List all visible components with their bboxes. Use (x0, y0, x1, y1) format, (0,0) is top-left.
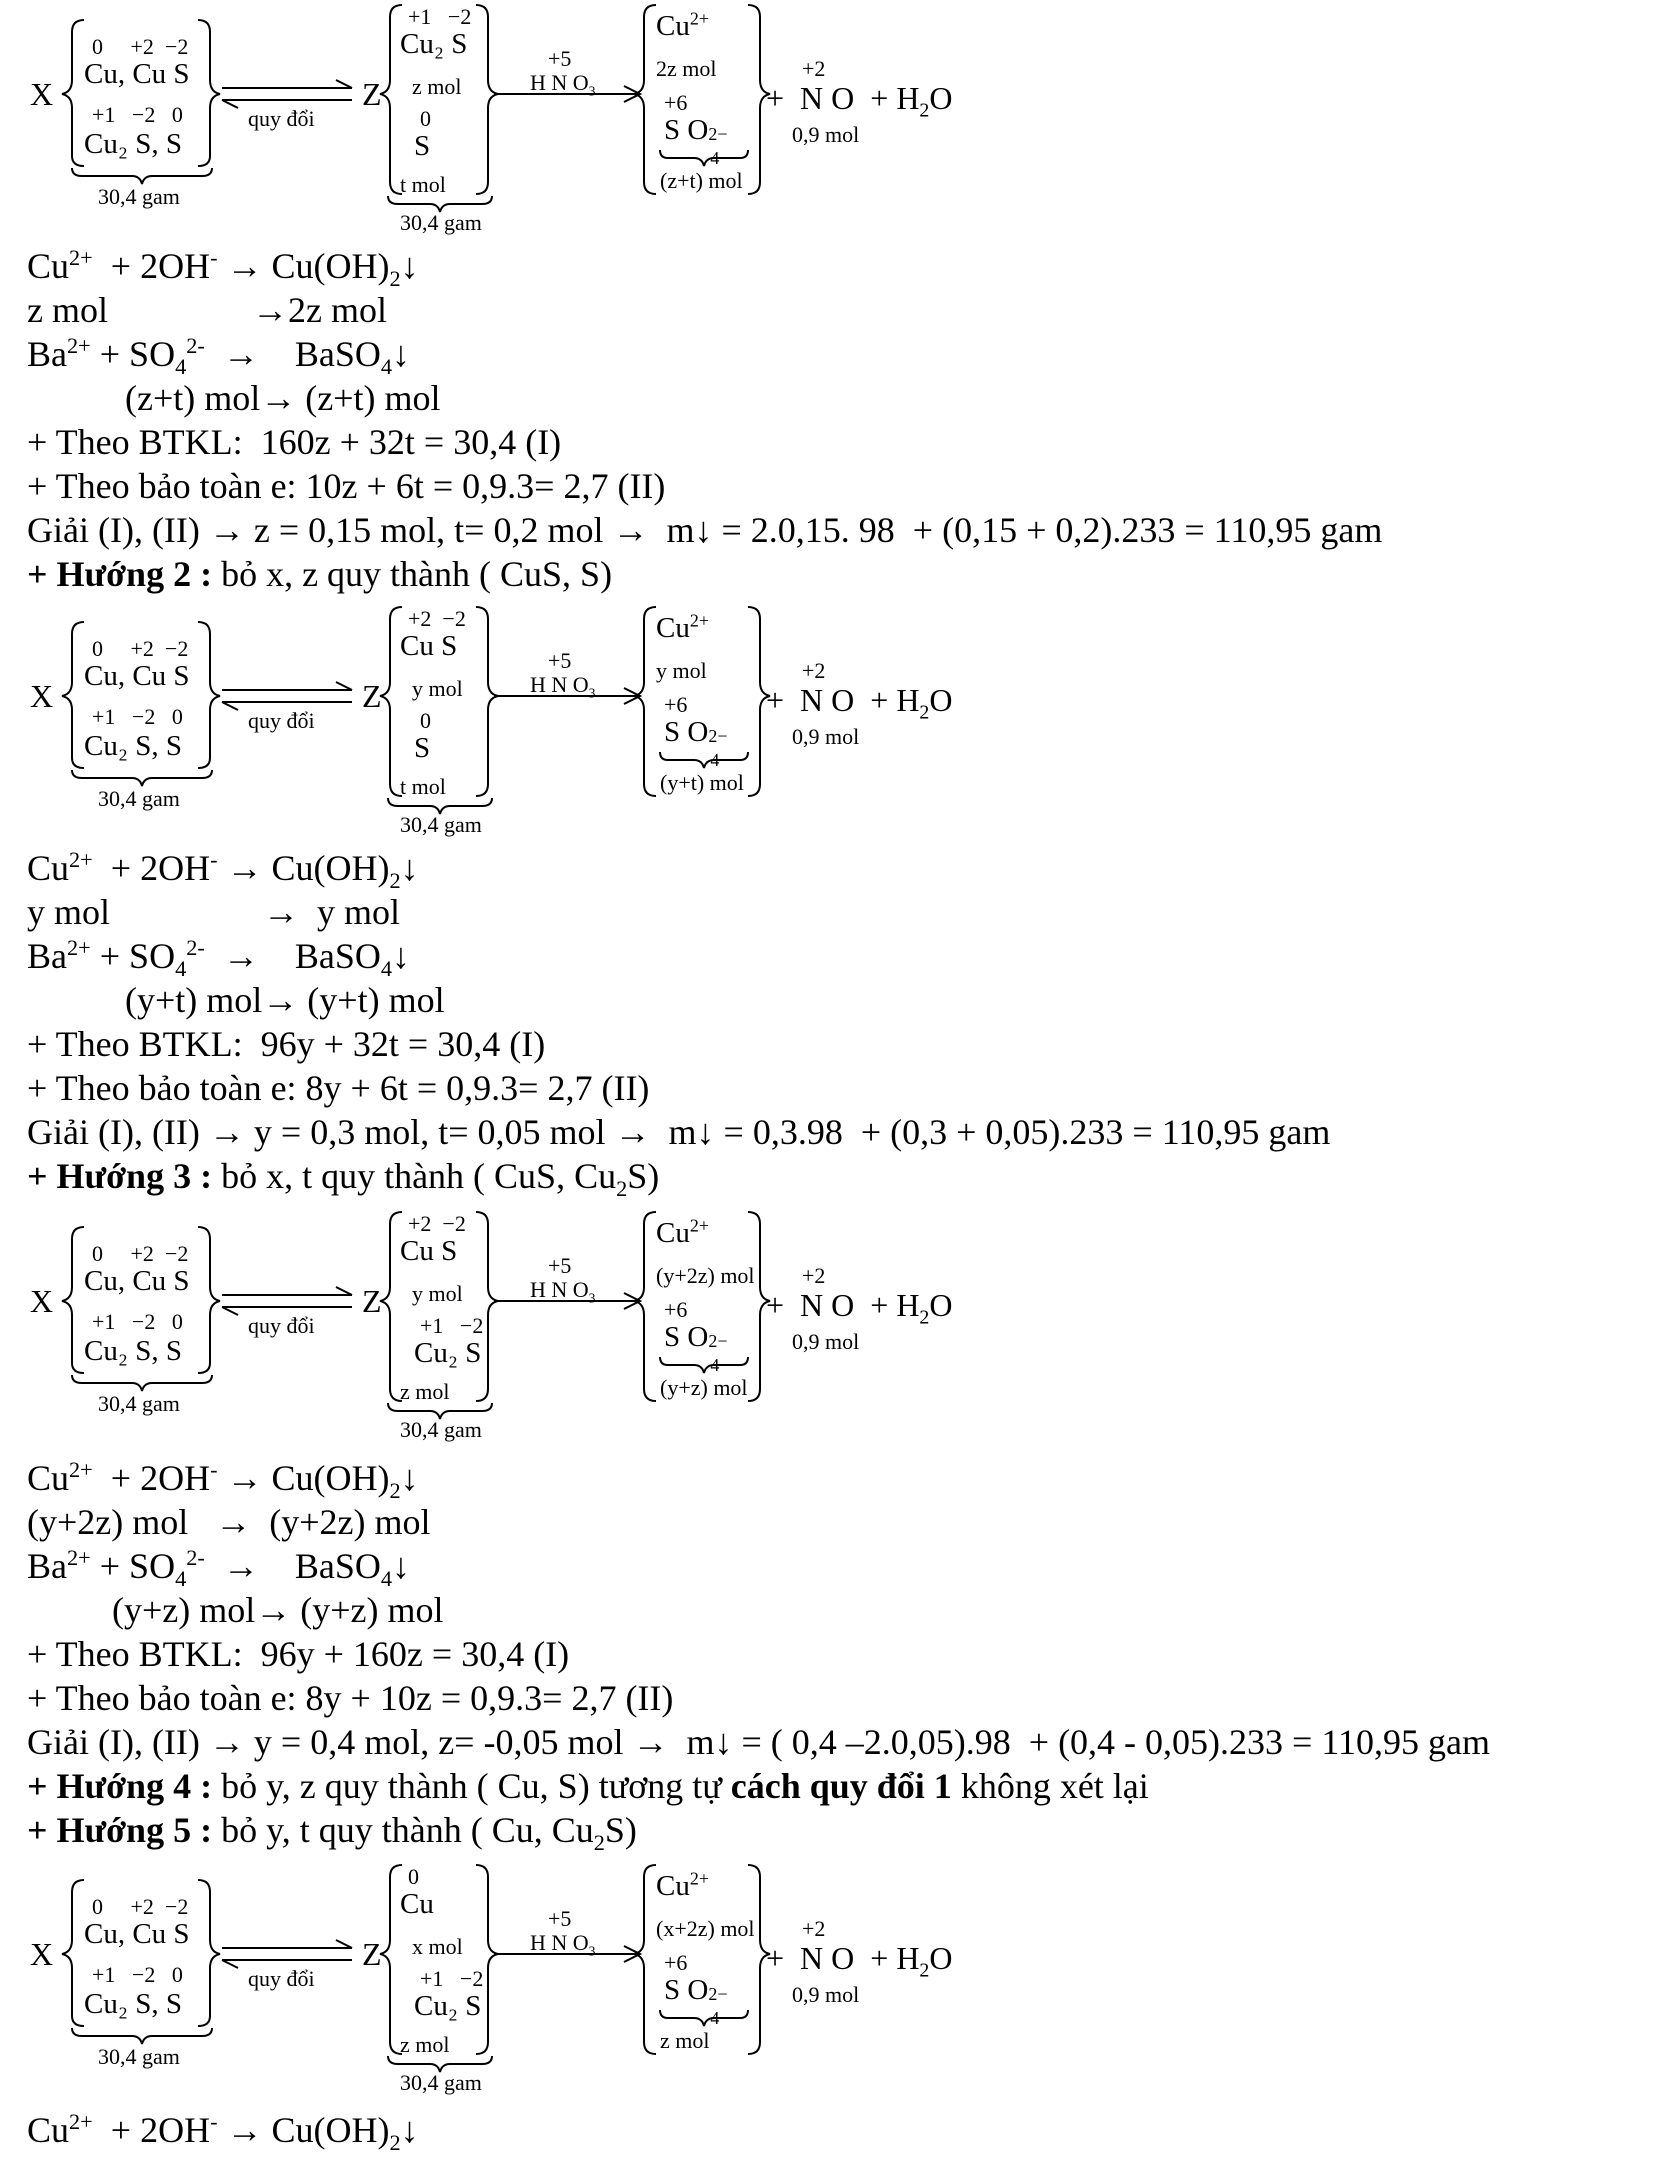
x-row1-oxidation: 0 +2 −2 (92, 34, 189, 59)
cu-precipitation-equation-3: $Cu^{2+} + 2OH^-$ → $Cu(OH)_2↓$ (27, 1457, 419, 1504)
product-cu-mol: (x+2z) mol (656, 1916, 755, 1941)
conversion-diagram-2 (0, 602, 1677, 837)
z-label: Z (362, 1936, 382, 1972)
z-item2-mol: z mol (400, 1379, 450, 1404)
product-so4-mol: z mol (660, 2028, 710, 2053)
mass-balance-1: + Theo BTKL: 160z + 32t = 30,4 (I) (27, 422, 562, 462)
x-label: X (30, 76, 54, 112)
z-item1-oxidation: +2 −2 (408, 606, 466, 631)
z-item1-mol: y mol (412, 676, 463, 701)
cu-precipitation-equation-5: $Cu^{2+} + 2OH^-$ → $Cu(OH)_2↓$ (27, 2109, 419, 2156)
no-oxidation: +2 (802, 1916, 826, 1941)
mass-balance-2: + Theo BTKL: 96y + 32t = 30,4 (I) (27, 1024, 546, 1064)
x-mass: 30,4 gam (98, 184, 180, 209)
x-row2-oxidation: +1 −2 0 (92, 102, 183, 127)
x-mass: 30,4 gam (98, 2044, 180, 2069)
no-oxidation: +2 (802, 1263, 826, 1288)
z-item1-formula: Cu S (400, 1235, 458, 1267)
product-so4-ion: S O 2− 4 (664, 1974, 728, 2028)
conversion-diagram-4 (0, 1860, 1677, 2095)
electron-balance-2: + Theo bảo toàn e: 8y + 6t = 0,9.3= 2,7 (II) (27, 1068, 650, 1108)
product-so4-ion: S O 2− 4 (664, 716, 728, 770)
x-row2-formula: Cu₂ S, S (84, 1988, 182, 2020)
reagent-oxidation: +5 (548, 648, 572, 673)
x-row1-oxidation: 0 +2 −2 (92, 636, 189, 661)
z-item1-mol: y mol (412, 1281, 463, 1306)
conversion-diagram-3 (0, 1207, 1677, 1442)
solution-3: Giải (I), (II) → y = 0,4 mol, z= -0,05 mol → m↓ = ( 0,4 –2.0,05).98 + (0,4 - 0,05).233 = 110,95 gam (27, 1722, 1490, 1762)
z-item2-formula: Cu₂ S (414, 1337, 482, 1369)
reagent-oxidation: +5 (548, 1906, 572, 1931)
product-so4-ion: S O 2− 4 (664, 114, 728, 168)
product-so4-mol: (z+t) mol (660, 168, 743, 193)
z-item1-formula: Cu₂ S (400, 28, 468, 60)
no-h2o-formula: + N $O + H_2O$ (766, 1287, 953, 1329)
z-item2-oxidation: 0 (420, 708, 431, 733)
product-so4-oxidation: +6 (664, 692, 688, 717)
z-mass: 30,4 gam (400, 210, 482, 235)
product-so4-oxidation: +6 (664, 1950, 688, 1975)
reagent-oxidation: +5 (548, 46, 572, 71)
electron-balance-1: + Theo bảo toàn e: 10z + 6t = 0,9.3= 2,7 (II) (27, 466, 666, 506)
x-mass: 30,4 gam (98, 786, 180, 811)
x-row1-formula: Cu, Cu S (84, 1918, 190, 1950)
ba-mol-ratio-2: (y+t) mol→ (y+t) mol (125, 980, 445, 1020)
no-h2o-formula: + N $O + H_2O$ (766, 1940, 953, 1982)
heading-method-2: + Hướng 2 : bỏ x, z quy thành ( CuS, S) (27, 554, 613, 594)
z-mass: 30,4 gam (400, 812, 482, 837)
z-item2-oxidation: +1 −2 (420, 1966, 484, 1991)
cu-mol-ratio-2: y mol → y mol (27, 892, 401, 932)
convert-label: quy đổi (248, 1313, 315, 1338)
convert-label: quy đổi (248, 106, 315, 131)
heading-method-4: + Hướng 4 : bỏ y, z quy thành ( Cu, S) tương tự cách quy đổi 1 không xét lại (27, 1766, 1149, 1806)
z-item1-oxidation: +2 −2 (408, 1211, 466, 1236)
z-item2-formula: S (414, 732, 431, 764)
z-item2-oxidation: 0 (420, 106, 431, 131)
no-oxidation: +2 (802, 658, 826, 683)
x-row2-oxidation: +1 −2 0 (92, 1309, 183, 1334)
product-cu-mol: 2z mol (656, 56, 717, 81)
ba-mol-ratio-3: (y+z) mol→ (y+z) mol (112, 1590, 444, 1630)
no-mol: 0,9 mol (792, 1982, 860, 2007)
product-so4-oxidation: +6 (664, 1297, 688, 1322)
ba-precipitation-equation-3: $Ba^{2+} + SO_4^{2-}$ → BaSO$_4$↓ (27, 1545, 410, 1592)
no-mol: 0,9 mol (792, 122, 860, 147)
convert-label: quy đổi (248, 1966, 315, 1991)
x-label: X (30, 1936, 54, 1972)
x-label: X (30, 1283, 54, 1319)
ba-mol-ratio-1: (z+t) mol→ (z+t) mol (125, 378, 441, 418)
ba-precipitation-equation-2: $Ba^{2+} + SO_4^{2-}$ → BaSO$_4$↓ (27, 935, 410, 982)
no-oxidation: +2 (802, 56, 826, 81)
ba-precipitation-equation-1: $Ba^{2+} + SO_4^{2-}$ → BaSO$_4$↓ (27, 333, 410, 380)
z-mass: 30,4 gam (400, 1417, 482, 1442)
product-so4-mol: (y+t) mol (660, 770, 744, 795)
z-label: Z (362, 678, 382, 714)
z-item1-formula: Cu (400, 1888, 434, 1920)
z-item1-oxidation: +1 −2 (408, 4, 472, 29)
no-mol: 0,9 mol (792, 1329, 860, 1354)
reagent-oxidation: +5 (548, 1253, 572, 1278)
x-row2-oxidation: +1 −2 0 (92, 1962, 183, 1987)
x-row2-oxidation: +1 −2 0 (92, 704, 183, 729)
x-row1-formula: Cu, Cu S (84, 660, 190, 692)
electron-balance-3: + Theo bảo toàn e: 8y + 10z = 0,9.3= 2,7 (II) (27, 1678, 674, 1718)
cu-mol-ratio-3: (y+2z) mol → (y+2z) mol (27, 1502, 431, 1542)
x-row2-formula: Cu₂ S, S (84, 1335, 182, 1367)
reagent-formula: H N $O_3$ (530, 672, 596, 701)
convert-label: quy đổi (248, 708, 315, 733)
conversion-diagram-1 (0, 0, 1677, 235)
heading-method-3: + Hướng 3 : bỏ x, t quy thành ( CuS, $Cu_2S$) (27, 1156, 660, 1202)
product-cu-mol: (y+2z) mol (656, 1263, 755, 1288)
heading-method-5: + Hướng 5 : bỏ y, t quy thành ( Cu, $Cu_2S$) (27, 1810, 637, 1856)
z-item2-mol: t mol (400, 172, 446, 197)
product-cu-ion: $Cu^{2+}$ (656, 8, 709, 42)
cu-precipitation-equation-1: $Cu^{2+} + 2OH^-$ → $Cu(OH)_2↓$ (27, 245, 419, 292)
z-item1-oxidation: 0 (408, 1864, 419, 1889)
z-item2-oxidation: +1 −2 (420, 1313, 484, 1338)
x-row2-formula: Cu₂ S, S (84, 730, 182, 762)
product-so4-mol: (y+z) mol (660, 1375, 748, 1400)
mass-balance-3: + Theo BTKL: 96y + 160z = 30,4 (I) (27, 1634, 570, 1674)
z-item2-mol: z mol (400, 2032, 450, 2057)
product-cu-ion: $Cu^{2+}$ (656, 610, 709, 644)
z-mass: 30,4 gam (400, 2070, 482, 2095)
cu-precipitation-equation-2: $Cu^{2+} + 2OH^-$ → $Cu(OH)_2↓$ (27, 847, 419, 894)
z-item1-mol: z mol (412, 74, 462, 99)
reagent-formula: H N $O_3$ (530, 1930, 596, 1959)
product-cu-ion: $Cu^{2+}$ (656, 1868, 709, 1902)
no-h2o-formula: + N $O + H_2O$ (766, 80, 953, 122)
x-row1-oxidation: 0 +2 −2 (92, 1894, 189, 1919)
z-item1-mol: x mol (412, 1934, 463, 1959)
product-cu-mol: y mol (656, 658, 707, 683)
x-mass: 30,4 gam (98, 1391, 180, 1416)
z-item1-formula: Cu S (400, 630, 458, 662)
no-mol: 0,9 mol (792, 724, 860, 749)
reagent-formula: H N $O_3$ (530, 1277, 596, 1306)
z-item2-formula: Cu₂ S (414, 1990, 482, 2022)
x-row1-oxidation: 0 +2 −2 (92, 1241, 189, 1266)
x-row1-formula: Cu, Cu S (84, 58, 190, 90)
z-item2-mol: t mol (400, 774, 446, 799)
reagent-formula: H N $O_3$ (530, 70, 596, 99)
z-label: Z (362, 1283, 382, 1319)
no-h2o-formula: + N $O + H_2O$ (766, 682, 953, 724)
x-label: X (30, 678, 54, 714)
product-so4-ion: S O 2− 4 (664, 1321, 728, 1375)
solution-1: Giải (I), (II) → z = 0,15 mol, t= 0,2 mol → m↓ = 2.0,15. 98 + (0,15 + 0,2).233 = 110,95 gam (27, 510, 1383, 550)
cu-mol-ratio-1: z mol →2z mol (27, 290, 387, 330)
solution-2: Giải (I), (II) → y = 0,3 mol, t= 0,05 mol → m↓ = 0,3.98 + (0,3 + 0,05).233 = 110,95 gam (27, 1112, 1331, 1152)
x-row1-formula: Cu, Cu S (84, 1265, 190, 1297)
product-so4-oxidation: +6 (664, 90, 688, 115)
z-item2-formula: S (414, 130, 431, 162)
product-cu-ion: $Cu^{2+}$ (656, 1215, 709, 1249)
x-row2-formula: Cu₂ S, S (84, 128, 182, 160)
z-label: Z (362, 76, 382, 112)
